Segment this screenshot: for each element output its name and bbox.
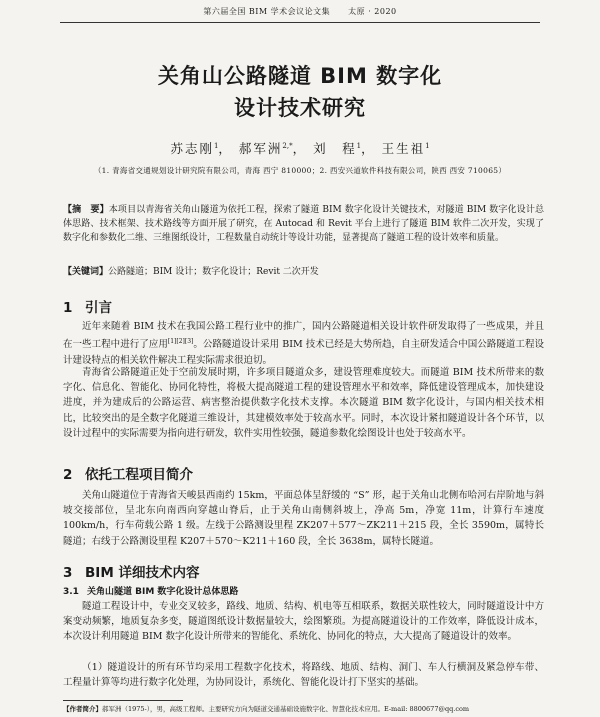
intro-paragraph-1 [63,319,544,368]
location-year: 太原 · 2020 [348,7,397,16]
section-number: 2 [63,467,73,483]
header-rule [60,22,540,23]
footnote-rule [63,700,183,701]
section-heading-intro [63,296,112,316]
section-heading-project [63,463,193,483]
running-header [60,6,540,17]
author-name: 苏志刚 [170,141,214,156]
author-list: 苏志刚$^1$， 郝军洲$^{2,*}$， 刘 程$^1$， 王生祖$^1$ [170,141,430,156]
paper-title-line2: 设计技术研究 [234,96,366,120]
footnote-text: 郝军洲（1975-），男，高级工程师。主要研究方向为隧道交通基础设施数字化、智慧化技术应用。E-mail: 8800677@qq.com [102,705,470,713]
author-affil-mark: 1 [356,141,362,150]
intro-text: 近年来随着 BIM 技术在我国公路工程行业中的推广，国内公路隧道相关设计软件研发取得了一些成果，并且在一些工程中进行了应用 [63,321,544,351]
citation: [1][2][3] [167,338,194,346]
abstract-label: 【摘 要】 [63,205,109,215]
abstract [63,203,544,245]
keywords-label: 【关键词】 [63,267,109,277]
author-name: 王生祖 [381,141,426,156]
author-footnote [63,704,560,713]
subsection-heading-3-1 [63,584,238,597]
keywords-text: 公路隧道；BIM 设计；数字化设计；Revit 二次开发 [108,267,319,277]
s31-paragraph-2: （1）隧道设计的所有环节均采用工程数字化技术，将路线、地质、结构、洞门、车人行横洞及紧急停车带、工程量计算等均进行数字化处理，为协同设计，系统化、智能化设计打下坚实的基础。 [63,662,544,689]
section-title: 依托工程项目简介 [85,467,193,483]
author-affil-mark: 1 [425,141,430,150]
subsection-title: 关角山隧道 BIM 数字化设计总体思路 [87,587,239,597]
author-affil-mark: 2,* [282,141,293,150]
abstract-text: 本项目以青海省关角山隧道为依托工程，探索了隧道 BIM 数字化设计关键技术，对隧道 BIM 数字化设计总体思路、技术框架、技术路线等方面开展了研究，在 Autocad 和 Revit 平台上进行了隧道 BIM 软件二次开发，实现了数字化和参数化二维、三维图纸设计，工程数量自动统计等设计功能，显著提高了隧道工程的设计效率和质量。 [63,205,544,243]
section-number: 3 [63,565,73,581]
author-affil-mark: 1 [213,141,219,150]
proceedings-name: 第六届全国 BIM 学术会议论文集 [203,7,331,16]
paper-title-line1: 关角山公路隧道 BIM 数字化 [157,64,443,88]
keywords [63,265,544,279]
section-title: BIM 详细技术内容 [85,565,200,581]
intro-text: 。公路隧道设计采用 BIM 技术已经是大势所趋，自主研发适合中国公路隧道工程设计建设特点的相关软件解决工程实际需求很迫切。 [63,339,544,366]
intro-paragraph-2: 青海省公路隧道正处于空前发展时期，许多项目隧道众多，建设管理难度较大。而隧道 BIM 技术所带来的数字化、信息化、智能化、协同化特性，将极大提高隧道工程的建设管理水平和效率，降低建设管理成本，加快建设进度，并为建成后的公路运营、病害整治提供数字化技术支撑。本次隧道 BIM 数字化设计，与国内相关技术相比，比较突出的是全数字化隧道三维设计，其建模效率处于较高水平。同时，本次设计紧扣隧道设计各个环节，以设计过程中的实际需要为指向进行研发，软件实用性较强，隧道参数化绘图设计也处于较高水平。 [63,367,544,439]
author-name: 郝军洲 [238,141,283,156]
section-title: 引言 [85,300,112,316]
footnote-label: 【作者简介】 [63,705,102,713]
affiliations: （1. 青海省交通规划设计研究院有限公司，青海 西宁 810000；2. 西安兴道软件科技有限公司，陕西 西安 710065） [93,166,507,175]
section-number: 1 [63,300,73,316]
project-paragraph: 关角山隧道位于青海省天峻县西南约 15km，平面总体呈舒缓的 “S” 形，起于关角山北侧布哈河右岸阶地与斜坡交接部位，呈北东向南西向穿越山脊后，止于关角山南侧斜坡上，净高 5m，净宽 11m，计算行车速度 100km/h，行车荷载公路 1 级。左线于公路测设里程 ZK207＋577～ZK211＋215 段，全长 3590m，属特长隧道；右线于公路测设里程 K207＋570～K211＋160 段，全长 3638m，属特长隧道。 [63,490,544,547]
subsection-number: 3.1 [63,587,79,597]
author-name: 刘 程 [313,141,357,156]
s31-paragraph-1: 隧道工程设计中，专业交叉较多，路线、地质、结构、机电等互相联系，数据关联性较大，同时隧道设计中方案变动频繁，地质复杂多变，隧道图纸设计数据量较大，绘图繁琐。为提高隧道设计的工作效率，降低设计成本，本次设计利用隧道 BIM 数字化设计所带来的智能化、系统化、协同化的特点，大大提高了隧道设计的效率。 [63,601,544,643]
section-heading-bim [63,561,199,581]
